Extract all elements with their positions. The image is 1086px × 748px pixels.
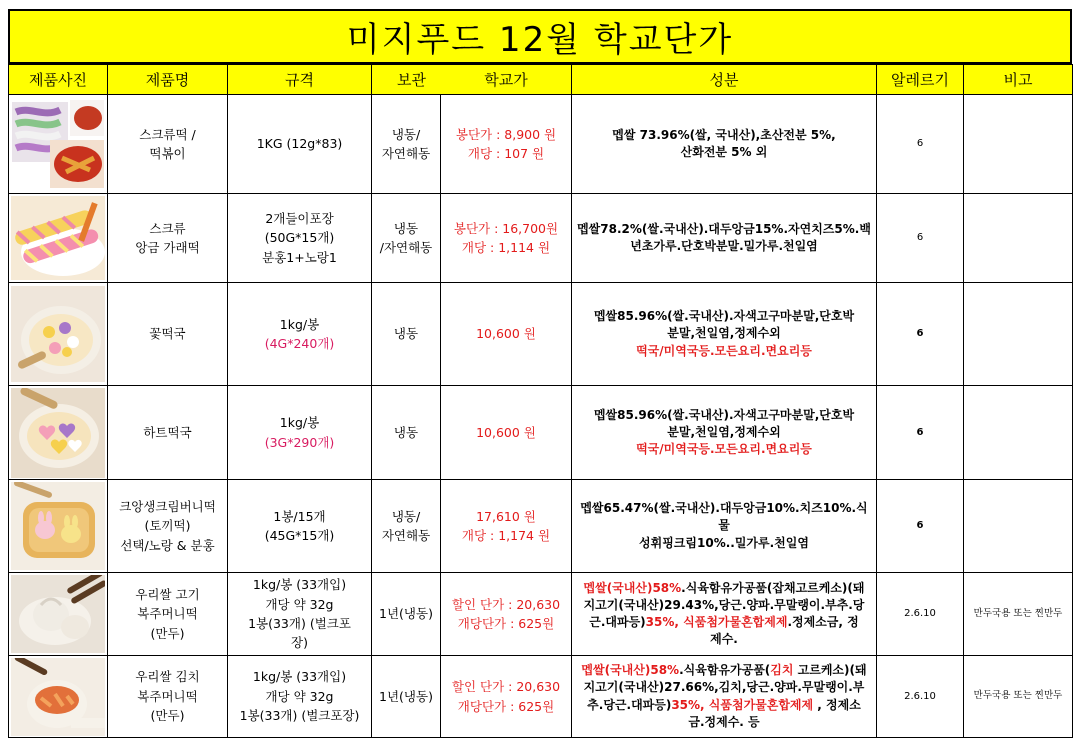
table-row (9, 480, 1073, 573)
allergy-cell: 2.6.10 (877, 656, 964, 738)
product-name-cell (108, 573, 228, 656)
cell-text: (토끼떡) (144, 518, 191, 534)
cell-text: 개당 약 32g (265, 688, 334, 704)
spec-cell (228, 95, 372, 194)
bunny-rice-cake-photo (11, 482, 105, 570)
cell-text: 우리쌀 김치 (135, 669, 200, 685)
cell-text: 장) (291, 635, 308, 651)
product-name-cell (108, 194, 228, 283)
col-header-ingredients: 성분 (572, 65, 877, 95)
cell-text: /자연해동 (379, 240, 433, 255)
col-header-allergy: 알레르기 (877, 65, 964, 95)
cell-text: 냉동/ (391, 508, 421, 524)
cell-text: 냉동 (393, 326, 419, 342)
cell-text: 17,610 원 (476, 508, 536, 524)
cell-text: 분말,천일염,정제수외 (667, 326, 781, 341)
col-header-storage: 보관 (397, 71, 426, 89)
product-photo (9, 573, 108, 656)
kimchi-pouch-dumpling-photo (11, 658, 105, 736)
table-row (9, 283, 1073, 386)
spec-cell (228, 656, 372, 738)
price-sheet (8, 9, 1072, 738)
table-row (9, 386, 1073, 480)
spec-cell (228, 573, 372, 656)
cell-text: 선택/노랑 & 분홍 (120, 537, 215, 553)
price-cell (441, 386, 572, 480)
cell-text: 1kg/봉 (279, 415, 320, 431)
allergy-cell: 6 (877, 194, 964, 283)
sheet-title: 미지푸드 12월 학교단가 (8, 9, 1072, 64)
product-photo (9, 480, 108, 573)
storage-cell (372, 194, 441, 283)
cell-text: 개당 : 1,174 원 (461, 528, 551, 543)
col-header-spec: 규격 (228, 65, 372, 95)
cell-text: (50G*15개) (264, 230, 335, 246)
table-row (9, 573, 1073, 656)
price-cell (441, 95, 572, 194)
cell-text: 복주머니떡 (137, 688, 198, 704)
note-cell (964, 386, 1073, 480)
product-name-cell (108, 95, 228, 194)
cell-text: 봉단가 : 16,700원 (453, 220, 559, 236)
cell-text: 1봉/15개 (273, 508, 326, 524)
note-cell (964, 95, 1073, 194)
cell-text: (3G*290개) (264, 434, 335, 450)
spec-cell (228, 386, 372, 480)
cell-text: 할인 단가 : 20,630 (451, 679, 561, 695)
cell-text: 년초가루.단호박분말.밀가루.천일염 (630, 239, 818, 253)
ingredients-cell (572, 95, 877, 194)
product-name-cell (108, 480, 228, 573)
cell-text: 분말,천일염,정제수외 (667, 424, 781, 439)
cell-text: (만두) (150, 625, 185, 641)
cell-text: 냉동 (393, 220, 419, 236)
cell-text: 멥쌀65.47%(쌀.국내산).대두앙금10%.치즈10%.식물 (580, 501, 868, 533)
screw-garaetteok-photo (11, 196, 105, 280)
col-header-storage-price (372, 65, 572, 95)
cell-text: 봉단가 : 8,900 원 (455, 126, 557, 142)
cell-text: .정제소금, 정 (787, 615, 859, 629)
cell-text: 1kg/봉 (279, 316, 320, 332)
cell-text: (4G*240개) (264, 336, 335, 351)
cell-text: 산화전분 5% 외 (680, 145, 768, 159)
cell-text: 제수. (710, 632, 738, 647)
cell-text: 고르케소)(돼 (793, 663, 867, 678)
product-photo (9, 95, 108, 194)
cell-text: 개당 약 32g (265, 596, 334, 612)
price-cell (441, 194, 572, 283)
spec-cell (228, 283, 372, 386)
spec-cell (228, 480, 372, 573)
table-row (9, 656, 1073, 738)
cell-text: 10,600 원 (476, 326, 536, 342)
price-cell (441, 656, 572, 738)
cell-text: 2개들이포장 (265, 210, 334, 226)
ingredients-cell (572, 386, 877, 480)
cell-text: .식육함유가공품( (679, 663, 771, 678)
storage-cell (372, 95, 441, 194)
product-photo (9, 283, 108, 386)
cell-text: 떡국/미역국등.모든요리.면요리등 (636, 442, 812, 457)
product-photo (9, 386, 108, 480)
cell-text: 10,600 원 (476, 424, 536, 440)
note-cell: 만두국용 또는 찐만두 (964, 573, 1073, 656)
cell-text: 1kg/봉 (33개입) (252, 669, 347, 685)
cell-text: .식육함유가공품(잡채고르케소)(돼 (681, 580, 865, 595)
storage-cell (372, 283, 441, 386)
ingredients-cell (572, 480, 877, 573)
cell-text: (만두) (150, 708, 185, 724)
cell-text: 개당 : 107 원 (467, 146, 545, 161)
cell-text: 우리쌀 고기 (135, 586, 200, 602)
note-cell (964, 480, 1073, 573)
flower-tteokguk-photo (11, 286, 105, 382)
cell-text: 개당단가 : 625원 (457, 698, 555, 714)
storage-cell (372, 573, 441, 656)
product-name-cell (108, 656, 228, 738)
cell-text: 분홍1+노랑1 (262, 249, 337, 265)
table-row (9, 194, 1073, 283)
heart-tteokguk-photo (11, 388, 105, 478)
note-cell (964, 283, 1073, 386)
storage-cell (372, 386, 441, 480)
cell-text: , 정제소 (813, 697, 861, 712)
cell-text: 멥쌀 73.96%(쌀, 국내산),초산전분 5%, (612, 127, 836, 142)
cell-text: 35%, 식품첨가물혼합제제 (671, 697, 814, 712)
cell-text: 복주머니떡 (137, 606, 198, 622)
cell-text: 멥쌀(국내산)58% (583, 580, 682, 595)
ingredients-cell (572, 573, 877, 656)
cell-text: 스크류떡 / (139, 126, 196, 142)
cell-text: 자연해동 (381, 528, 431, 543)
col-header-price: 학교가 (484, 71, 528, 89)
header-row (9, 65, 1073, 95)
cell-text: 크앙생크림버니떡 (119, 498, 216, 514)
cell-text: 1kg/봉 (33개입) (252, 577, 347, 593)
cell-text: 1봉(33개) (벌크포 (248, 616, 351, 631)
cell-text: 근.대파등) (589, 615, 646, 629)
cell-text: 1KG (12g*83) (256, 136, 343, 152)
allergy-cell: 6 (877, 283, 964, 386)
cell-text: 스크류 (149, 220, 186, 236)
cell-text: 꽃떡국 (149, 326, 186, 342)
price-cell (441, 573, 572, 656)
cell-text: 35%, 식품첨가물혼합제제 (645, 615, 788, 629)
cell-text: 떡국/미역국등.모든요리.면요리등 (636, 343, 812, 358)
cell-text: 김치 (770, 663, 794, 678)
cell-text: 지고기(국내산)29.43%,당근.양파.무말랭이.부추.당 (583, 597, 865, 612)
cell-text: 멥쌀85.96%(쌀.국내산).자색고구마분말,단호박 (593, 309, 855, 324)
ingredients-cell (572, 656, 877, 738)
storage-cell (372, 480, 441, 573)
ingredients-cell (572, 283, 877, 386)
cell-text: 자연해동 (381, 146, 431, 161)
product-table (8, 64, 1073, 738)
product-photo (9, 656, 108, 738)
cell-text: 추.당근.대파등) (587, 697, 672, 712)
storage-cell (372, 656, 441, 738)
allergy-cell: 6 (877, 480, 964, 573)
screw-rice-cake-photo (10, 96, 106, 192)
cell-text: 앙금 가래떡 (135, 240, 200, 255)
cell-text: 냉동 (393, 424, 419, 440)
cell-text: 개당 : 1,114 원 (461, 240, 551, 255)
spec-cell (228, 194, 372, 283)
cell-text: 하트떡국 (143, 424, 192, 440)
cell-text: 개당단가 : 625원 (457, 616, 555, 631)
cell-text: 멥쌀(국내산)58% (581, 663, 680, 678)
cell-text: 멥쌀85.96%(쌀.국내산).자색고구마분말,단호박 (593, 407, 855, 422)
col-header-name: 제품명 (108, 65, 228, 95)
cell-text: 할인 단가 : 20,630 (451, 596, 561, 612)
cell-text: 1년(냉동) (379, 688, 433, 704)
price-cell (441, 480, 572, 573)
product-name-cell (108, 386, 228, 480)
table-row (9, 95, 1073, 194)
cell-text: 냉동/ (391, 126, 421, 142)
price-cell (441, 283, 572, 386)
cell-text: (45G*15개) (264, 528, 335, 543)
allergy-cell: 6 (877, 386, 964, 480)
cell-text: 멥쌀78.2%(쌀.국내산).대두앙금15%.자연치즈5%.백 (577, 221, 871, 236)
cell-text: 1봉(33개) (벌크포장) (239, 708, 360, 724)
cell-text: 1년(냉동) (379, 606, 433, 622)
cell-text: 지고기(국내산)27.66%,김치,당근.양파.무말랭이.부 (583, 680, 865, 695)
note-cell: 만두국용 또는 찐만두 (964, 656, 1073, 738)
allergy-cell: 6 (877, 95, 964, 194)
allergy-cell: 2.6.10 (877, 573, 964, 656)
cell-text: 금.정제수. 등 (688, 714, 760, 729)
ingredients-cell (572, 194, 877, 283)
product-photo (9, 194, 108, 283)
cell-text: 성휘핑크림10%..밀가루.천일염 (639, 535, 809, 550)
col-header-photo: 제품사진 (9, 65, 108, 95)
note-cell (964, 194, 1073, 283)
meat-pouch-dumpling-photo (11, 575, 105, 653)
product-name-cell (108, 283, 228, 386)
cell-text: 떡볶이 (149, 146, 186, 161)
col-header-note: 비고 (964, 65, 1073, 95)
